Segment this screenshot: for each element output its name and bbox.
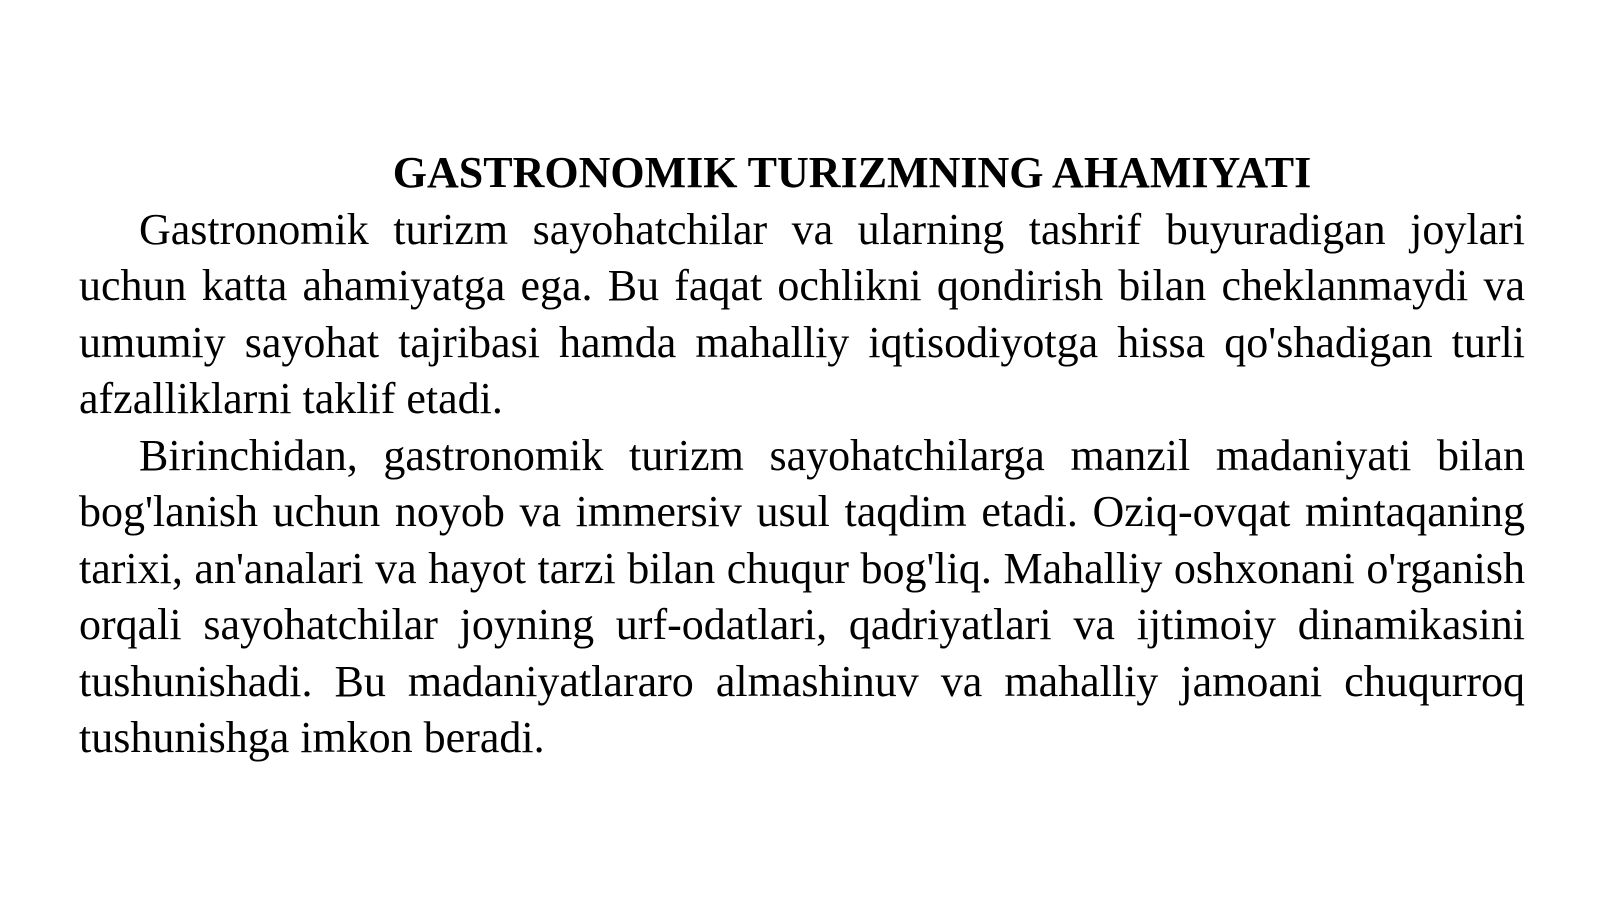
paragraph-1: Gastronomik turizm sayohatchilar va ularning tashrif buyuradigan joylari uchun katta ahamiyatga ega. Bu faqat ochlikni qondirish bilan cheklanmaydi va umumiy sayohat tajribasi hamda mahalliy iqtisodiyotga hissa qo'shadigan turli afzalliklarni taklif etadi. [79,204,1525,423]
paragraph-2: Birinchidan, gastronomik turizm sayohatchilarga manzil madaniyati bilan bog'lanish uchun noyob va immersiv usul taqdim etadi. Oziq-ovqat mintaqaning tarixi, an'analari va hayot tarzi bilan chuqur bog'liq. Mahalliy oshxonani o'rganish orqali sayohatchilar joyning urf-odatlari, qadriyatlari va ijtimoiy dinamikasini tushunishadi. Bu madaniyatlararo almashinuv va mahalliy jamoani chuqurroq tushunishga imkon beradi. [79,430,1525,762]
document-body [79,145,1525,767]
document-title: GASTRONOMIK TURIZMNING AHAMIYATI [392,148,1312,197]
